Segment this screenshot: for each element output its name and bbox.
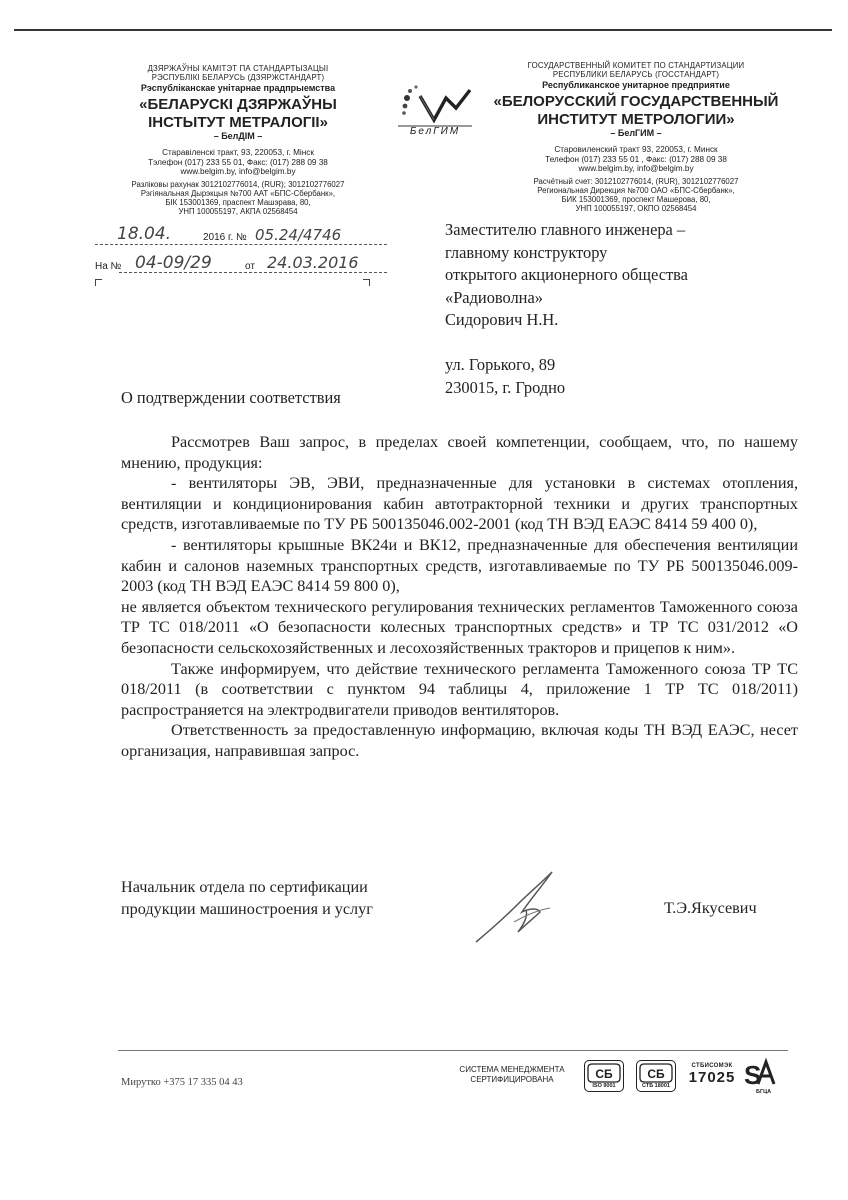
cert-iso9001 xyxy=(584,1060,624,1092)
recipient-block xyxy=(445,219,825,399)
signatory-name: Т.Э.Якусевич xyxy=(664,899,757,917)
registration-block xyxy=(95,226,395,286)
recipient-street: ул. Горького, 89 xyxy=(445,354,556,374)
header-by-name2: ІНСТЫТУТ МЕТРАЛОГІІ» xyxy=(148,113,328,131)
belgim-logo xyxy=(380,82,480,144)
logo-text: БелГИМ xyxy=(409,126,461,137)
header-ru-line2: РЕСПУБЛИКИ БЕЛАРУСЬ (ГОССТАНДАРТ) xyxy=(552,69,720,79)
ref-label: На № xyxy=(95,261,122,272)
signatory-position-line2: продукции машиностроения и услуг xyxy=(121,900,373,918)
signatory-position-line1: Начальник отдела по сертификации xyxy=(121,878,368,896)
header-ru-bank2: Региональная Дирекция №700 ОАО «БПС-Сбербанк», xyxy=(537,186,735,196)
accreditation-mark-icon xyxy=(742,1058,778,1090)
corner-mark-left xyxy=(95,279,102,286)
signatory-position xyxy=(121,876,373,920)
body-paragraph-1: Рассмотрев Ваш запрос, в пределах своей компетенции, сообщаем, что, по нашему мнению, продукция: xyxy=(121,433,798,472)
header-by-name1: «БЕЛАРУСКІ ДЗЯРЖАЎНЫ xyxy=(139,96,337,114)
handwritten-signature xyxy=(468,862,578,952)
from-label: от xyxy=(245,261,255,272)
header-ru xyxy=(488,62,784,214)
cert-17025 xyxy=(688,1063,736,1086)
cert-iso9001-label: ISO 9001 xyxy=(592,1083,616,1089)
header-ru-abbr: – БелГИМ – xyxy=(610,127,662,138)
header-by-line2: РЭСПУБЛІКІ БЕЛАРУСЬ (ДЗЯРЖСТАНДАРТ) xyxy=(151,72,325,82)
body-paragraph-4: не является объектом технического регулирования технических регламентов Таможенного союза ТР ТС 018/2011 «О безопасности колесных транспортных средств» и ТР ТС 031/2012 «О безопасности сельскохозяйственных и лесохозяйственных тракторов и прицепов к ним». xyxy=(121,597,798,657)
header-by-bank4: УНП 100055197, АКПА 02568454 xyxy=(178,207,298,217)
ref-number: 04-09/29 xyxy=(135,253,212,273)
header-ru-name2: ИНСТИТУТ МЕТРОЛОГИИ» xyxy=(537,110,735,128)
header-ru-line3: Республиканское унитарное предприятие xyxy=(542,79,730,90)
header-by-line1: ДЗЯРЖАЎНЫ КАМІТЭТ ПА СТАНДАРТЫЗАЦЫІ xyxy=(147,64,329,73)
svg-text:СБ: СБ xyxy=(595,1067,613,1081)
header-ru-name1: «БЕЛОРУССКИЙ ГОСУДАРСТВЕННЫЙ xyxy=(493,93,779,111)
corner-mark-right xyxy=(363,279,370,286)
reg-number: 05.24/4746 xyxy=(255,226,342,244)
reg-line-1 xyxy=(95,244,387,245)
cert-17025-number: 17025 xyxy=(688,1069,736,1086)
header-by-bank2: Рэгіянальная Дырэкцыя №700 ААТ «БПС-Сбербанк», xyxy=(140,189,336,199)
recipient-name: Сидорович Н.Н. xyxy=(445,310,559,330)
body-paragraph-3: - вентиляторы крышные ВК24и и ВК12, предназначенные для обеспечения вентиляции кабин и салонов наземных транспортных средств, изготавливаемые по ТУ РБ 500135046.009-2003 (код ТН ВЭД ЕАЭС 8414 59 800 0), xyxy=(121,535,798,596)
ref-date: 24.03.2016 xyxy=(267,253,359,272)
header-by-bank1: Разліковы рахунак 3012102776014, (RUR); 3012102776027 xyxy=(131,180,345,190)
mgmt-line1: СИСТЕМА МЕНЕДЖМЕНТА xyxy=(459,1065,565,1074)
svg-text:СБ: СБ xyxy=(647,1067,665,1081)
recipient-city: 230015, г. Гродно xyxy=(445,377,566,397)
header-ru-addr1: Старовиленский тракт 93, 220053, г. Минск xyxy=(554,145,718,155)
cert-stb18001-label: СТБ 18001 xyxy=(642,1083,670,1089)
body-paragraph-2: - вентиляторы ЭВ, ЭВИ, предназначенные для установки в системах отопления, вентиляции и кондиционирования кабин автотракторной техники и других транспортных средств, изготавливаемые по ТУ РБ 500135046.002-2001 (код ТН ВЭД ЕАЭС 8414 59 400 0), xyxy=(121,474,798,534)
header-ru-addr2: Телефон (017) 233 55 01 , Факс: (017) 288 09 38 xyxy=(545,154,727,164)
header-by-line3: Рэспубліканскае унітарнае прадпрыемства xyxy=(140,82,336,93)
footer-rule xyxy=(118,1050,788,1051)
ba-label: БГЦА xyxy=(756,1089,772,1095)
recipient-line4: «Радиоволна» xyxy=(445,287,543,307)
header-by-addr3: www.belgim.by, info@belgim.by xyxy=(180,166,296,176)
header-by-addr1: Старавіленскі тракт, 93, 220053, г. Мінск xyxy=(162,148,314,158)
recipient-line1: Заместителю главного инженера – xyxy=(445,220,686,239)
subject-line: О подтверждении соответствия xyxy=(121,388,341,407)
body-paragraph-5: Также информируем, что действие технического регламента Таможенного союза ТР ТС 018/2011 (в соответствии с пунктом 94 таблицы 4, приложение 1 ТР ТС 018/2011) распространяется на электродвигатели приводов вентиляторов. xyxy=(121,659,798,719)
header-ru-bank4: УНП 100055197, ОКПО 02568454 xyxy=(575,204,697,214)
reg-year: 2016 г. № xyxy=(203,232,247,243)
recipient-line3: открытого акционерного общества xyxy=(445,265,688,285)
reg-date: 18.04. xyxy=(117,224,172,244)
header-ru-addr3: www.belgim.by, info@belgim.by xyxy=(578,163,694,173)
header-by-abbr: – БелДІМ – xyxy=(213,130,263,141)
svg-text:S: S xyxy=(744,1060,762,1090)
mgmt-line2: СЕРТИФИЦИРОВАНА xyxy=(470,1074,554,1084)
header-by-bank3: БІК 153001369, праспект Машэрава, 80, xyxy=(165,198,311,208)
header-ru-line1: ГОСУДАРСТВЕННЫЙ КОМИТЕТ ПО СТАНДАРТИЗАЦИИ xyxy=(527,61,745,70)
top-rule xyxy=(14,29,832,31)
body-paragraph-6: Ответственность за предоставленную информацию, включая коды ТН ВЭД ЕАЭС, несет организация, направившая запрос. xyxy=(121,721,798,760)
header-by-addr2: Тэлефон (017) 233 55 01, Факс: (017) 288 09 38 xyxy=(148,157,328,167)
header-ru-bank3: БИК 153001369, проспект Машерова, 80, xyxy=(561,195,711,205)
header-by xyxy=(100,65,376,217)
recipient-line2: главному конструктору xyxy=(445,242,608,262)
mgmt-system-text xyxy=(452,1065,572,1084)
ba-accreditation-mark xyxy=(742,1058,778,1098)
cert-stb18001 xyxy=(636,1060,676,1092)
executor-contact: Мирутко +375 17 335 04 43 xyxy=(121,1077,243,1088)
header-ru-bank1: Расчётный счет: 3012102776014, (RUR), 3012102776027 xyxy=(533,177,739,187)
cert-17025-top: СТБИСОМЭК xyxy=(691,1063,733,1069)
letter-body xyxy=(121,432,798,762)
